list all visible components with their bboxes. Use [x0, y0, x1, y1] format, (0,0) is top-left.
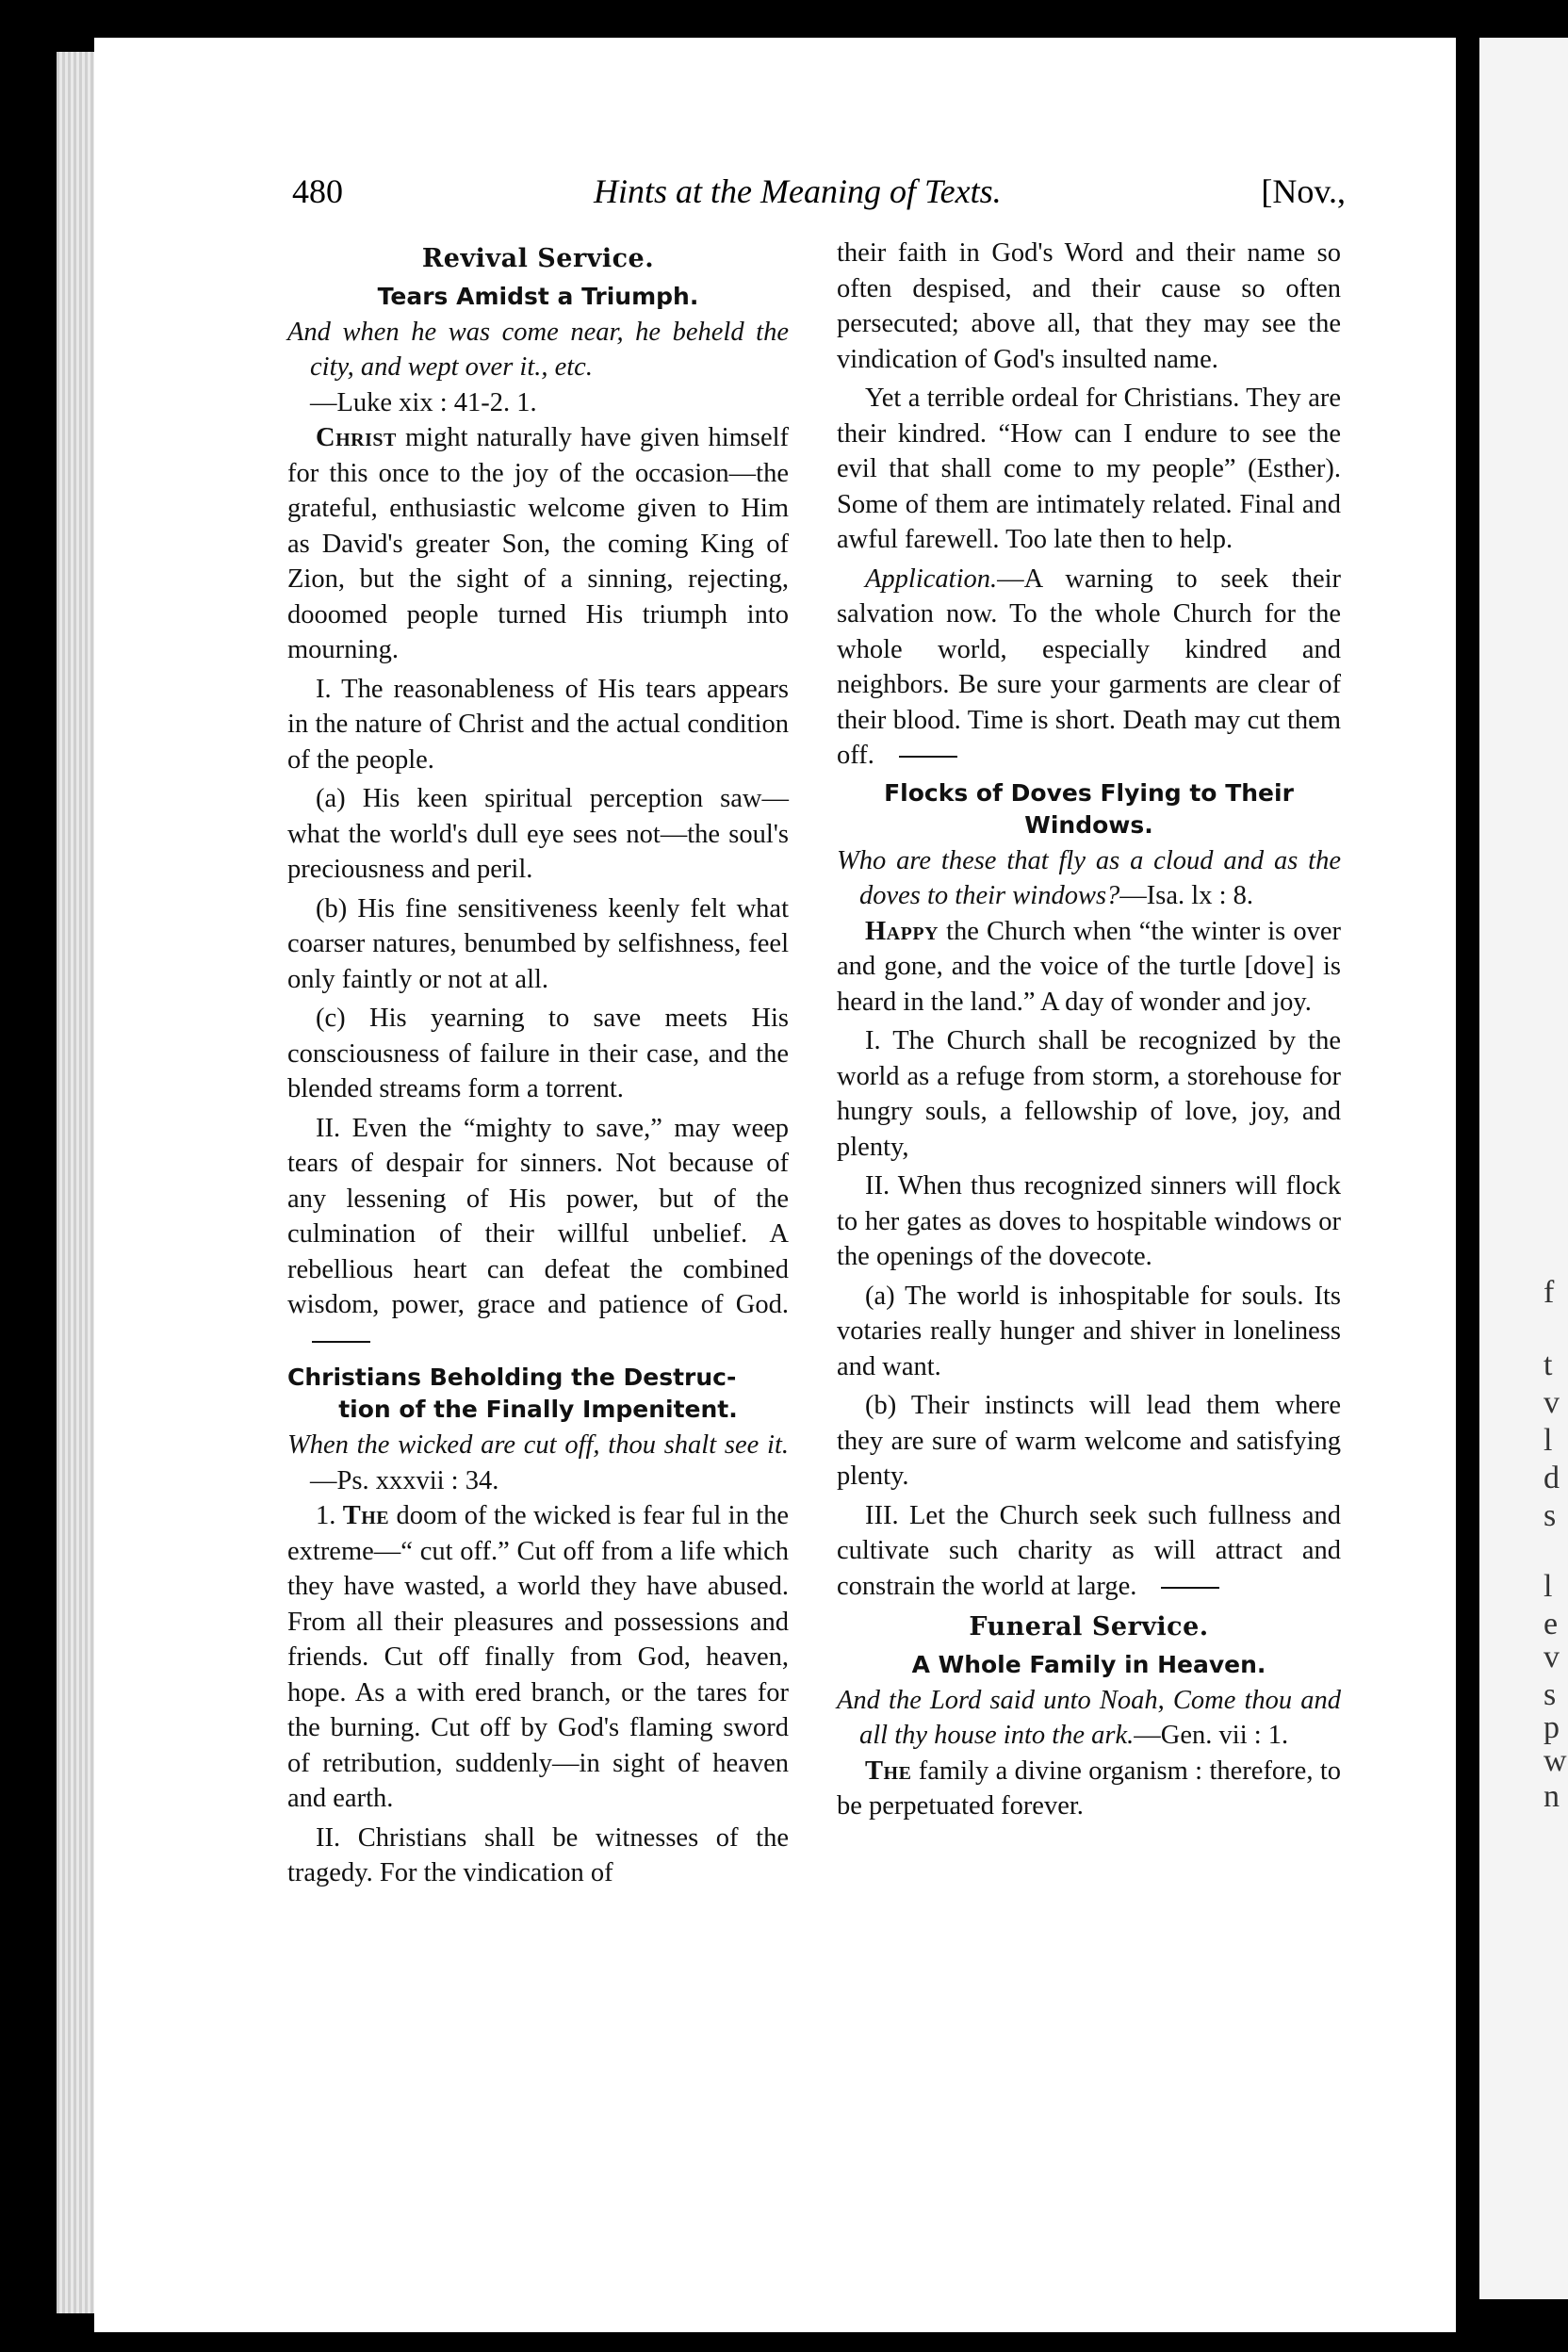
sermon-title: A Whole Family in Heaven. — [911, 1650, 1266, 1678]
section-divider — [1161, 1587, 1219, 1589]
adjacent-letter: s — [1544, 1677, 1557, 1712]
scripture-text — [837, 843, 1341, 914]
lead-word: The — [865, 1756, 912, 1786]
paragraph: II. Christians shall be witnesses of the tragedy. For the vindication of — [287, 1822, 789, 1887]
paragraph-text: —A warning to seek their salvation now. To the whole Church for the whole world, especially kindred and neighbors. Be sure your garments are clear of their blood. Time is short. Death may cut them off. — [837, 564, 1341, 770]
adjacent-page-fragment — [1479, 38, 1568, 2299]
lead-word: Christ — [316, 423, 397, 452]
adjacent-letter: d — [1544, 1461, 1560, 1495]
adjacent-letter: w — [1544, 1743, 1567, 1778]
adjacent-letter: v — [1544, 1640, 1560, 1674]
paragraph: I. The reasonableness of His tears appears in the nature of Christ and the actual condition of the people. — [287, 674, 789, 775]
running-header — [292, 172, 1346, 228]
paragraph: (a) His keen spiritual perception saw—what the world's dull eye sees not—the soul's preciousness and peril. — [287, 784, 789, 884]
page-number: 480 — [292, 172, 343, 210]
adjacent-letter: l — [1544, 1423, 1553, 1458]
adjacent-letter: v — [1544, 1385, 1560, 1420]
title-line: Windows. — [1024, 810, 1153, 839]
section-divider — [312, 1341, 370, 1343]
scripture-text — [287, 315, 789, 421]
paragraph: (a) The world is inhospitable for souls. Its votaries really hunger and shiver in loneliness and want. — [837, 1281, 1341, 1381]
paragraph — [837, 1498, 1341, 1605]
paragraph — [287, 1111, 789, 1359]
verse-reference: —Luke xix : 41-2. 1. — [310, 387, 537, 417]
paragraph: I. The Church shall be recognized by the world as a refuge from storm, a storehouse for hungry souls, a fellowship of love, joy, and plenty, — [837, 1026, 1341, 1162]
adjacent-letter: s — [1544, 1498, 1557, 1533]
paragraph-text: the Church when “the winter is over and gone, and the voice of the turtle [dove] is heard in the land.” A day of wonder and joy. — [837, 916, 1342, 1017]
header-month: [Nov., — [1261, 172, 1346, 210]
paragraph — [287, 420, 789, 668]
paragraph — [837, 562, 1341, 774]
paragraph: (b) His fine sensitiveness keenly felt what coarser natures, benumbed by selfishness, feel only faintly or not at all. — [287, 893, 789, 994]
title-line: Christians Beholding the Destruc- — [287, 1364, 737, 1391]
verse-reference: —Isa. lx : 8. — [1119, 881, 1253, 910]
adjacent-letter: f — [1544, 1275, 1555, 1310]
paragraph — [837, 914, 1341, 1021]
adjacent-letter: e — [1544, 1607, 1559, 1642]
point-number: 1. — [316, 1501, 336, 1530]
paragraph: their faith in God's Word and their name so often despised, and their cause so often persecuted; above all, that they may see the vindication of God's insulted name. — [837, 238, 1341, 374]
paragraph-text: II. Even the “mighty to save,” may weep tears of despair for sinners. Not because of any lessening of His power, but of the culmination of their willful unbelief. A rebellious heart can defeat the combined wisdom, power, grace and patience of God. — [287, 1113, 789, 1319]
paragraph — [287, 1498, 789, 1817]
verse-text: And the Lord said unto Noah, Come thou and all thy house into the ark. — [837, 1685, 1341, 1750]
paragraph: (c) His yearning to save meets His consciousness of failure in their case, and the blended streams form a torrent. — [287, 1004, 789, 1103]
left-column — [287, 236, 789, 1895]
sermon-title: Tears Amidst a Triumph. — [377, 282, 699, 310]
title-line: Flocks of Doves Flying to Their — [884, 778, 1294, 807]
lead-word: Happy — [865, 916, 939, 946]
section-divider — [899, 756, 957, 758]
lead-word: The — [342, 1501, 390, 1530]
scripture-text — [287, 1428, 789, 1498]
scripture-text — [837, 1683, 1341, 1754]
title-line: tion of the Finally Impenitent. — [338, 1396, 738, 1423]
adjacent-letter: n — [1544, 1779, 1560, 1814]
paragraph: II. When thus recognized sinners will flock to her gates as doves to hospitable windows or the openings of the dovecote. — [837, 1171, 1341, 1271]
running-title: Hints at the Meaning of Texts. — [594, 172, 1002, 210]
paragraph — [837, 1754, 1341, 1824]
paragraph-text: III. Let the Church seek such fullness and cultivate such charity as will attract and constrain the world at large. — [837, 1500, 1341, 1601]
verse-text: When the wicked are cut off, thou shalt see it. — [287, 1430, 789, 1460]
sermon-title — [287, 1362, 789, 1426]
adjacent-letter: l — [1544, 1569, 1553, 1604]
paragraph-text: family a divine organism : therefore, to be perpetuated forever. — [837, 1756, 1341, 1821]
paragraph: Yet a terrible ordeal for Christians. They are their kindred. “How can I endure to see the evil that shall come to my people” (Esther). Some of them are intimately related. Final and awful farewell. Too late then to help. — [837, 384, 1341, 554]
verse-text: And when he was come near, he beheld the city, and wept over it., etc. — [287, 317, 789, 382]
paragraph-text: doom of the wicked is fear ful in the extreme—“ cut off.” Cut off from a life which they have wasted, a world they have abused. From all their pleasures and possessions and friends. Cut off finally from God, heaven, hope. As a with ered branch, or the tares for the burning. Cut off by God's flaming sword of retribution, suddenly—in sight of heaven and earth. — [287, 1501, 790, 1813]
verse-text: Who are these that fly as a cloud and as the doves to their windows? — [837, 845, 1341, 910]
right-column — [837, 236, 1341, 1828]
paragraph: (b) Their instincts will lead them where they are sure of warm welcome and satisfying plenty. — [837, 1391, 1341, 1491]
verse-reference: —Gen. vii : 1. — [1134, 1721, 1289, 1750]
adjacent-letter: t — [1544, 1348, 1553, 1382]
section-heading: Revival Service. — [421, 244, 655, 273]
lead-word: Application. — [865, 564, 998, 594]
verse-reference: —Ps. xxxvii : 34. — [310, 1465, 499, 1495]
sermon-title — [837, 777, 1341, 841]
section-heading: Funeral Service. — [969, 1612, 1209, 1642]
adjacent-letter: p — [1544, 1710, 1560, 1745]
book-page-edges — [57, 52, 99, 2313]
paragraph-text: might naturally have given himself for this once to the joy of the occasion—the grateful, enthusiastic welcome given to Him as David's greater Son, the coming King of Zion, but the sight of a sinning, rejecting, dooomed people turned His triumph into mourning. — [287, 423, 789, 664]
